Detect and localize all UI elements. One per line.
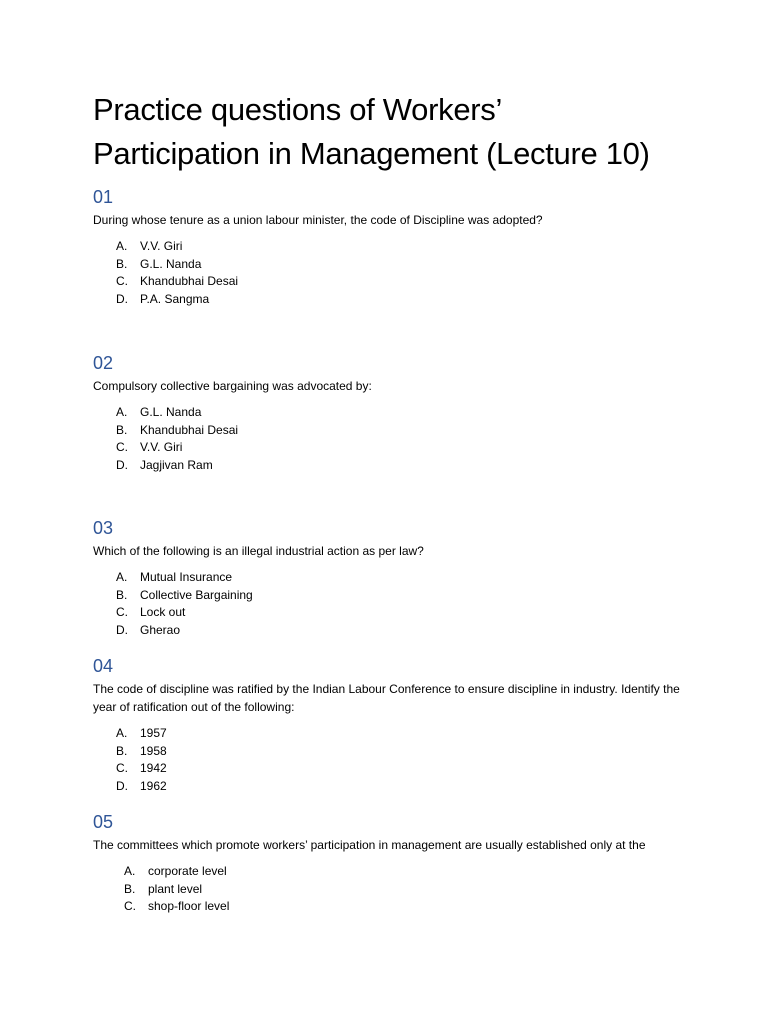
page-title-line-1: Practice questions of Workers’ — [93, 92, 503, 127]
option-d — [93, 622, 683, 640]
option-text: G.L. Nanda — [140, 405, 202, 419]
option-b — [93, 422, 683, 440]
question-1 — [93, 186, 683, 309]
option-text: 1957 — [140, 726, 167, 740]
option-letter: A. — [116, 405, 128, 419]
option-text: corporate level — [148, 864, 227, 878]
option-text: Jagjivan Ram — [140, 458, 213, 473]
option-c — [93, 604, 683, 622]
option-letter: B. — [116, 256, 128, 271]
option-letter: C. — [116, 605, 128, 620]
question-text: The code of discipline was ratified by the Indian Labour Conference to ensure discipline in industry. Identify the year of ratification out of the following: — [93, 682, 680, 714]
option-b — [93, 743, 683, 761]
option-text: V.V. Giri — [140, 239, 183, 253]
question-text: The committees which promote workers’ participation in management are usually established only at the — [93, 838, 646, 852]
option-d — [93, 291, 683, 309]
option-text: plant level — [148, 881, 203, 896]
option-letter: A. — [116, 239, 128, 253]
option-list — [93, 404, 683, 475]
page-title-line-2: Participation in Management (Lecture 10) — [93, 136, 650, 171]
option-letter: D. — [116, 458, 128, 473]
option-letter: B. — [116, 743, 128, 758]
option-text: 1962 — [140, 779, 167, 794]
option-a — [93, 725, 683, 743]
option-text: Khandubhai Desai — [140, 274, 239, 289]
question-number: 03 — [93, 518, 114, 538]
question-number: 02 — [93, 353, 114, 373]
option-letter: B. — [124, 881, 136, 896]
question-5 — [93, 811, 683, 916]
option-a — [93, 569, 683, 587]
option-c — [93, 898, 683, 916]
option-letter: B. — [116, 587, 128, 602]
option-text: 1942 — [140, 761, 167, 776]
option-a — [93, 238, 683, 256]
option-c — [93, 760, 683, 778]
option-b — [93, 881, 683, 899]
option-b — [93, 587, 683, 605]
option-text: shop-floor level — [148, 899, 230, 914]
option-letter: C. — [116, 274, 128, 289]
option-list — [93, 725, 683, 796]
option-text: Khandubhai Desai — [140, 422, 239, 437]
option-text: Gherao — [140, 623, 181, 638]
option-text: P.A. Sangma — [140, 292, 210, 307]
option-text: 1958 — [140, 743, 167, 758]
option-letter: A. — [116, 570, 128, 584]
question-number: 04 — [93, 656, 114, 676]
question-4 — [93, 655, 683, 796]
option-text: V.V. Giri — [140, 440, 183, 455]
option-letter: A. — [116, 726, 128, 740]
option-a — [93, 404, 683, 422]
option-letter: C. — [116, 440, 128, 455]
option-text: Mutual Insurance — [140, 570, 233, 584]
option-list — [93, 569, 683, 640]
option-text: Lock out — [140, 605, 186, 620]
option-list — [93, 863, 683, 916]
option-text: G.L. Nanda — [140, 256, 202, 271]
option-letter: D. — [116, 779, 128, 794]
question-text: During whose tenure as a union labour minister, the code of Discipline was adopted? — [93, 213, 543, 227]
question-2 — [93, 352, 683, 475]
question-number: 01 — [93, 187, 114, 207]
option-letter: C. — [124, 899, 136, 914]
option-list — [93, 238, 683, 309]
question-text: Which of the following is an illegal industrial action as per law? — [93, 544, 424, 558]
option-c — [93, 273, 683, 291]
option-a — [93, 863, 683, 881]
question-text: Compulsory collective bargaining was advocated by: — [93, 379, 372, 393]
option-letter: A. — [124, 864, 136, 878]
option-d — [93, 778, 683, 796]
page-title — [93, 88, 733, 176]
option-letter: D. — [116, 623, 128, 638]
option-letter: C. — [116, 761, 128, 776]
option-text: Collective Bargaining — [140, 587, 253, 602]
question-3 — [93, 517, 683, 640]
option-d — [93, 457, 683, 475]
question-number: 05 — [93, 812, 114, 832]
option-b — [93, 256, 683, 274]
option-c — [93, 439, 683, 457]
option-letter: D. — [116, 292, 128, 307]
option-letter: B. — [116, 422, 128, 437]
